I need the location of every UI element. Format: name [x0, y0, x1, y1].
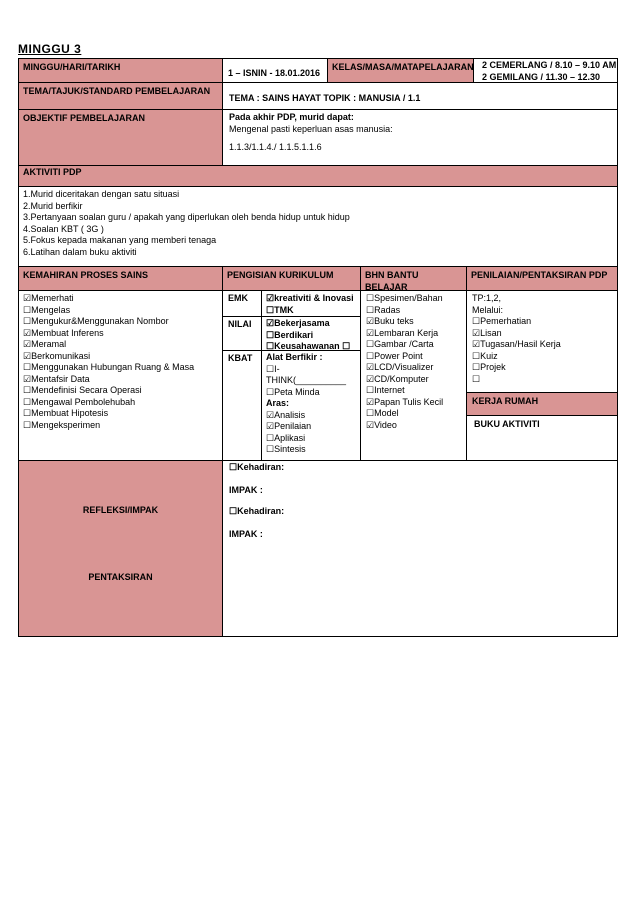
bbb-item: ☐Internet: [366, 385, 405, 395]
aktiviti-item: 4.Soalan KBT ( 3G ): [23, 223, 104, 234]
bbb-item: ☑CD/Komputer: [366, 373, 429, 384]
kelas-line-2: 2 GEMILANG / 11.30 – 12.30: [482, 71, 601, 82]
bbb-item: ☐Power Point: [366, 350, 423, 361]
aktiviti-item: 6.Latihan dalam buku aktiviti: [23, 246, 137, 257]
kbat-title: Alat Berfikir :: [266, 352, 323, 362]
nilai-item: ☑Bekerjasama: [266, 318, 330, 328]
kps-item: ☐Menggunakan Hubungan Ruang & Masa: [23, 362, 195, 372]
kelas-line-1: 2 CEMERLANG / 8.10 – 9.10 AM: [482, 60, 617, 70]
kerja-rumah-label-cell: [466, 392, 618, 416]
aras-item: ☐Aplikasi: [266, 432, 306, 443]
aktiviti-list: [18, 186, 618, 267]
aktiviti-label: AKTIVITI PDP: [23, 167, 82, 177]
objektif-label-cell: [18, 109, 223, 166]
bbb-header-label: BHN BANTU BELAJAR: [365, 270, 419, 292]
aras-label: Aras:: [266, 398, 290, 408]
nilai-label-cell: [222, 316, 262, 351]
kelas-label-cell: [327, 58, 474, 83]
refleksi-label: REFLEKSI/IMPAK: [82, 505, 159, 515]
kehadiran-2: ☐Kehadiran:: [229, 506, 285, 516]
bbb-item: ☑Papan Tulis Kecil: [366, 396, 444, 407]
bbb-item: ☐Model: [366, 408, 399, 418]
kps-item: ☐Mengawal Pembolehubah: [23, 396, 136, 407]
impak-1: IMPAK :: [229, 484, 263, 495]
bbb-item: ☑Buku teks: [366, 316, 414, 326]
penilaian-header: [466, 266, 618, 291]
aras-item: ☐Sintesis: [266, 444, 306, 454]
bbb-header: [360, 266, 467, 291]
kelas-cell: [473, 58, 618, 83]
emk-item: ☑kreativiti & Inovasi: [266, 293, 354, 303]
emk-item: ☐TMK: [266, 304, 294, 315]
kps-item: ☐Mendefinisi Secara Operasi: [23, 385, 142, 395]
kbat-item: ☐I-: [266, 363, 280, 374]
kps-header-label: KEMAHIRAN PROSES SAINS: [23, 270, 149, 280]
objektif-line-2: Mengenal pasti keperluan asas manusia:: [229, 123, 393, 134]
kbat-item: THINK(__________: [266, 375, 347, 385]
kps-item: ☐Mengelas: [23, 304, 71, 315]
objektif-line-3: 1.1.3/1.1.4./ 1.1.5.1.1.6: [229, 142, 322, 152]
tarikh-value: 1 – ISNIN - 18.01.2016: [228, 68, 321, 78]
kps-item: ☑Memerhati: [23, 293, 74, 303]
emk-label-cell: [222, 290, 262, 317]
aktiviti-item: 3.Pertanyaan soalan guru / apakah yang diperlukan oleh benda hidup untuk hidup: [23, 212, 350, 222]
nilai-label: NILAI: [228, 319, 252, 329]
kbat-cell: [261, 350, 361, 461]
bbb-item: ☐Radas: [366, 304, 401, 315]
kbat-item: ☐Peta Minda: [266, 386, 320, 397]
tema-label-cell: [18, 82, 223, 110]
kps-item: ☑Mentafsir Data: [23, 373, 90, 384]
bbb-item: ☑Video: [366, 419, 397, 430]
penilaian-header-label: PENILAIAN/PENTAKSIRAN PDP: [471, 270, 608, 280]
kps-item: ☐Membuat Hipotesis: [23, 408, 109, 418]
bbb-item: ☐Spesimen/Bahan: [366, 293, 443, 303]
kps-item: ☐Mengeksperimen: [23, 419, 101, 430]
penilaian-item: ☑Lisan: [472, 327, 502, 338]
aras-item: ☑Analisis: [266, 409, 306, 420]
impak-2: IMPAK :: [229, 528, 263, 539]
tema-label: TEMA/TAJUK/STANDARD PEMBELAJARAN: [23, 86, 211, 96]
aktiviti-label-cell: [18, 165, 618, 187]
bbb-item: ☐Gambar /Carta: [366, 339, 434, 349]
bbb-item: ☑Lembaran Kerja: [366, 327, 439, 338]
refleksi-label-cell: [18, 460, 223, 637]
nilai-item: ☐Berdikari: [266, 329, 314, 340]
penilaian-item: ☐Pemerhatian: [472, 316, 532, 326]
kbat-label-cell: [222, 350, 262, 461]
kurikulum-header-label: PENGISIAN KURIKULUM: [227, 270, 334, 280]
nilai-cell: [261, 316, 361, 351]
aras-item: ☑Penilaian: [266, 421, 312, 431]
kehadiran-1: ☐Kehadiran:: [229, 462, 285, 472]
kurikulum-header: [222, 266, 361, 291]
objektif-cell: [222, 109, 618, 166]
penilaian-item: ☑Tugasan/Hasil Kerja: [472, 339, 561, 349]
minggu-label-cell: [18, 58, 223, 83]
emk-label: EMK: [228, 293, 248, 303]
kbat-label: KBAT: [228, 353, 253, 363]
kerja-rumah-value-cell: [467, 418, 617, 438]
tarikh-cell: [222, 58, 328, 83]
aktiviti-item: 2.Murid berfikir: [23, 200, 83, 211]
penilaian-tp: TP:1,2,: [472, 293, 502, 303]
aktiviti-item: 5.Fokus kepada makanan yang memberi tenaga: [23, 235, 217, 245]
objektif-label: OBJEKTIF PEMBELAJARAN: [23, 113, 146, 123]
penilaian-item: ☐: [472, 373, 481, 384]
penilaian-melalui: Melalui:: [472, 304, 504, 315]
minggu-label: MINGGU/HARI/TARIKH: [23, 62, 121, 72]
pentaksiran-label: PENTAKSIRAN: [88, 572, 153, 582]
page-title: MINGGU 3: [18, 42, 82, 56]
tema-cell: [222, 82, 618, 110]
refleksi-cell: [222, 460, 618, 637]
kerja-rumah-label: KERJA RUMAH: [472, 396, 539, 406]
bbb-item: ☑LCD/Visualizer: [366, 362, 434, 372]
kps-list: [18, 290, 223, 461]
objektif-line-1: Pada akhir PDP, murid dapat:: [229, 112, 354, 122]
kerja-rumah-value: BUKU AKTIVITI: [474, 419, 540, 429]
kps-item: ☑Membuat Inferens: [23, 327, 104, 338]
tema-value: TEMA : SAINS HAYAT TOPIK : MANUSIA / 1.1: [229, 93, 421, 103]
kps-header: [18, 266, 223, 291]
emk-cell: [261, 290, 361, 317]
aktiviti-item: 1.Murid diceritakan dengan satu situasi: [23, 189, 180, 199]
kps-item: ☑Meramal: [23, 339, 67, 349]
kps-item: ☑Berkomunikasi: [23, 350, 91, 361]
kps-item: ☐Mengukur&Menggunakan Nombor: [23, 316, 169, 326]
kelas-label: KELAS/MASA/MATAPELAJARAN: [332, 62, 474, 72]
penilaian-item: ☐Projek: [472, 362, 506, 372]
bbb-list: [360, 290, 467, 461]
penilaian-item: ☐Kuiz: [472, 350, 498, 361]
nilai-item: ☐Keusahawanan ☐: [266, 341, 351, 351]
